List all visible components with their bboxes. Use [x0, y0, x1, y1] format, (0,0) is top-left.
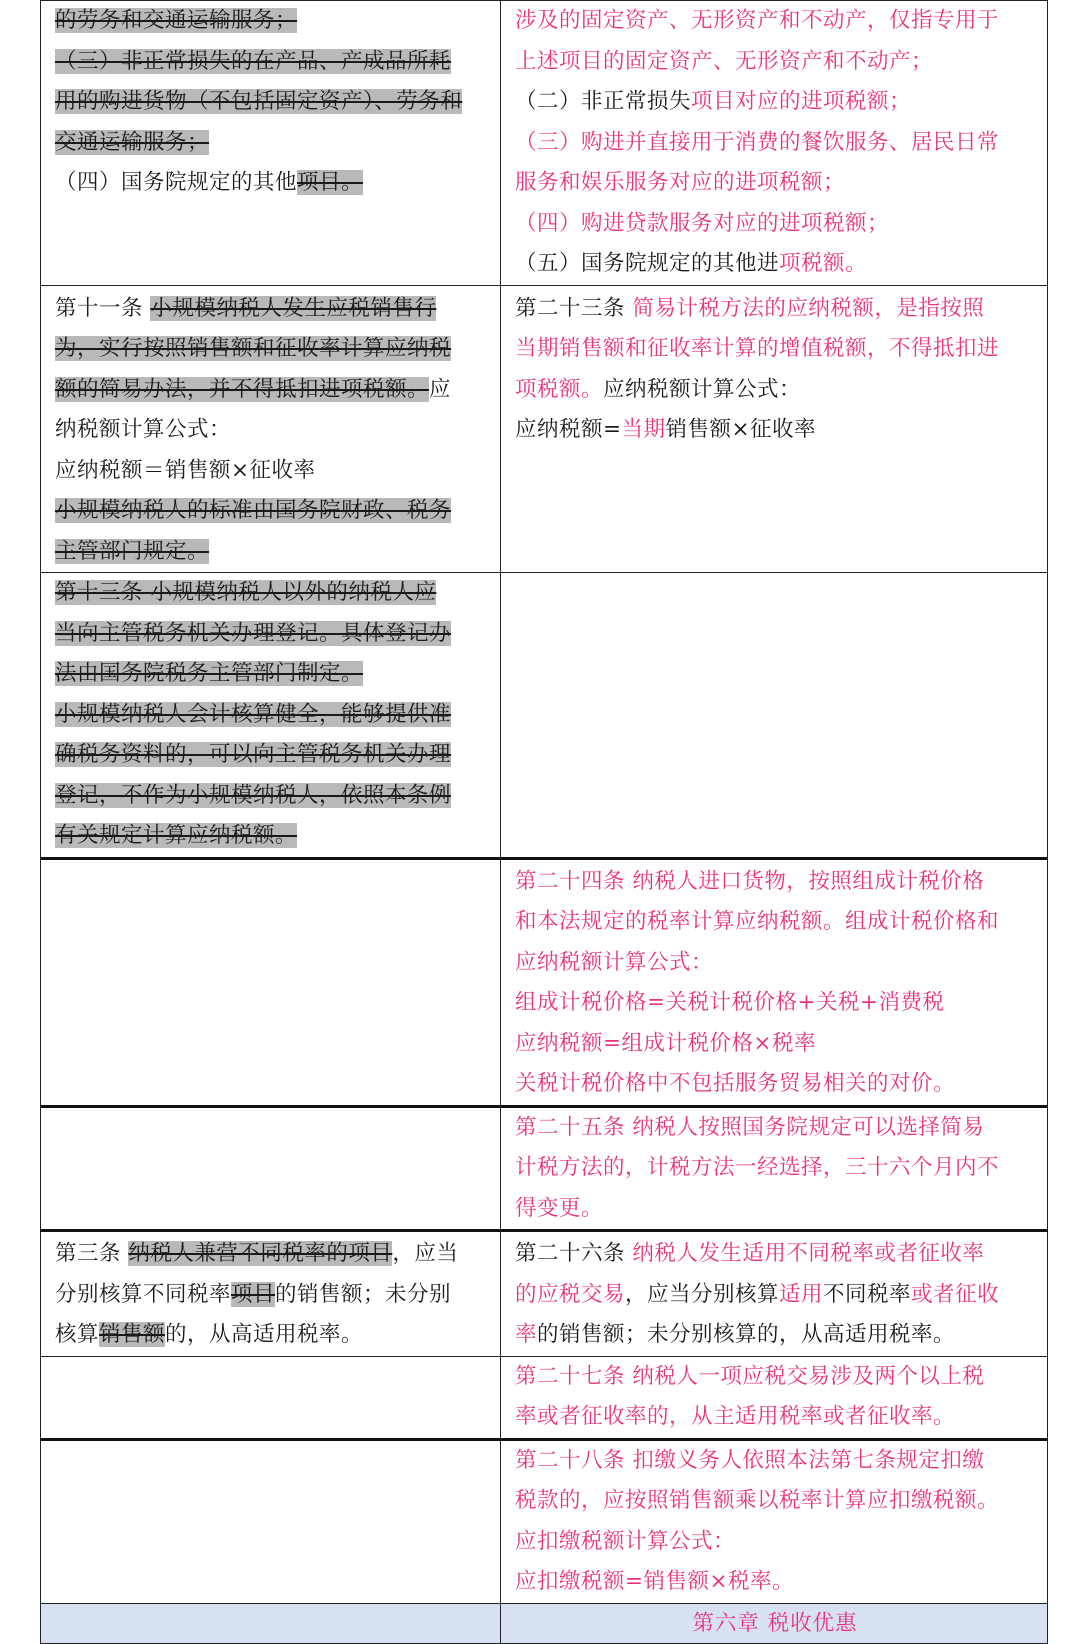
text-line	[55, 1275, 488, 1316]
text-line	[55, 1234, 488, 1275]
table-row	[41, 285, 1048, 573]
new-text-cell	[501, 1, 1048, 286]
added-text: 适用	[779, 1281, 824, 1307]
text-line	[515, 204, 1035, 245]
text-line	[515, 1522, 1035, 1563]
unchanged-text: （四）国务院规定的其他	[55, 170, 298, 195]
added-text: 项税额。	[779, 251, 868, 276]
added-text: 关税计税价格中不包括服务贸易相关的对价。	[515, 1071, 956, 1096]
text-line	[515, 123, 1035, 164]
added-text: 涉及的固定资产、无形资产和不动产，仅指专用于	[515, 8, 1000, 33]
deleted-text: 项目	[231, 1281, 276, 1307]
text-line	[515, 1108, 1035, 1149]
chapter-heading-cell	[501, 1603, 1048, 1643]
text-line	[55, 42, 488, 83]
added-text: 计税方法的，计税方法一经选择，三十六个月内不	[515, 1155, 1000, 1180]
unchanged-text: 的，从高适用税率。	[165, 1322, 364, 1347]
table-row	[41, 1356, 1048, 1439]
text-line	[515, 1315, 1035, 1356]
unchanged-text: 纳税额计算公式：	[55, 417, 232, 442]
deleted-text: 交通运输服务；	[55, 129, 210, 155]
unchanged-text: 核算	[55, 1322, 100, 1347]
text-line	[515, 329, 1035, 370]
added-text: （四）购进贷款服务对应的进项税额；	[515, 210, 890, 236]
deleted-text: 销售额	[99, 1322, 166, 1347]
text-line	[515, 1234, 1035, 1275]
text-line	[515, 163, 1035, 204]
comparison-table-body	[41, 1, 1048, 1644]
text-line	[55, 123, 488, 164]
unchanged-text: 第二十六条	[515, 1241, 633, 1266]
added-text: 第二十八条 扣缴义务人依照本法第七条规定扣缴	[515, 1447, 985, 1473]
text-line	[55, 451, 488, 492]
new-text-cell	[501, 858, 1048, 1106]
added-text: 项税额。	[515, 376, 604, 402]
added-text: 得变更。	[515, 1195, 604, 1221]
text-line	[515, 1481, 1035, 1522]
deleted-text: 用的购进货物（不包括固定资产）、劳务和	[55, 89, 463, 114]
new-text-cell	[501, 1356, 1048, 1439]
unchanged-text: 应纳税额计算公式：	[603, 376, 802, 402]
old-text-cell	[41, 1106, 501, 1231]
added-text: 第二十五条 纳税人按照国务院规定可以选择简易	[515, 1114, 985, 1140]
comparison-table	[40, 0, 1048, 1644]
text-line	[55, 614, 488, 655]
text-line	[55, 776, 488, 817]
text-line	[515, 82, 1035, 123]
added-text: 当期	[621, 417, 666, 442]
unchanged-text: （二）非正常损失	[515, 89, 692, 114]
table-row	[41, 1, 1048, 286]
chapter-title: 第六章 税收优惠	[692, 1610, 858, 1636]
deleted-text: （三）非正常损失的在产品、产成品所耗	[55, 48, 452, 74]
old-text-cell	[41, 573, 501, 859]
text-line	[55, 735, 488, 776]
old-text-cell	[41, 1356, 501, 1439]
new-text-cell	[501, 1106, 1048, 1231]
added-text: 应纳税额计算公式：	[515, 949, 714, 975]
deleted-text: 项目。	[297, 170, 364, 195]
chapter-heading-left-cell	[41, 1603, 501, 1643]
text-line	[515, 1064, 1035, 1105]
new-text-cell	[501, 1439, 1048, 1603]
added-text: 税款的，应按照销售额乘以税率计算应扣缴税额。	[515, 1488, 1000, 1513]
text-line	[515, 1397, 1035, 1438]
deleted-text: 的劳务和交通运输服务；	[55, 8, 298, 33]
unchanged-text: 不同税率	[823, 1281, 912, 1307]
added-text: 或者征收	[911, 1281, 1000, 1307]
unchanged-text: （五）国务院规定的其他进	[515, 251, 780, 276]
text-line	[55, 816, 488, 857]
unchanged-text: 第十一条	[55, 295, 151, 321]
table-row	[41, 858, 1048, 1106]
text-line	[515, 1275, 1035, 1316]
text-line	[515, 1024, 1035, 1065]
added-text: 项目对应的进项税额；	[691, 89, 912, 114]
text-line	[55, 329, 488, 370]
text-line	[515, 1441, 1035, 1482]
deleted-text: 当向主管税务机关办理登记。具体登记办	[55, 620, 452, 646]
text-line	[515, 1, 1035, 42]
deleted-text: 为，实行按照销售额和征收率计算应纳税	[55, 336, 452, 361]
deleted-text: 小规模纳税人会计核算健全，能够提供准	[55, 701, 452, 727]
unchanged-text: 销售额×征收率	[665, 417, 817, 442]
unchanged-text: 应纳税额=	[515, 417, 622, 442]
text-line	[515, 1562, 1035, 1603]
text-line	[515, 943, 1035, 984]
added-text: 应扣缴税额计算公式：	[515, 1528, 736, 1554]
unchanged-text: ，应当分别核算	[625, 1281, 780, 1307]
text-line	[55, 370, 488, 411]
text-line	[515, 244, 1035, 285]
added-text: 率或者征收率的，从主适用税率或者征收率。	[515, 1404, 956, 1429]
old-text-cell	[41, 1439, 501, 1603]
text-line	[55, 1315, 488, 1356]
text-line	[515, 862, 1035, 903]
deleted-text: 法由国务院税务主管部门制定。	[55, 661, 364, 686]
text-line	[55, 163, 488, 204]
table-row	[41, 1106, 1048, 1231]
text-line	[515, 370, 1035, 411]
old-text-cell	[41, 1231, 501, 1357]
unchanged-text: 分别核算不同税率	[55, 1281, 232, 1307]
added-text: 应纳税额=组成计税价格×税率	[515, 1030, 817, 1056]
text-line	[515, 410, 1035, 451]
added-text: （三）购进并直接用于消费的餐饮服务、居民日常	[515, 129, 1000, 155]
old-text-cell	[41, 858, 501, 1106]
added-text: 第二十四条 纳税人进口货物，按照组成计税价格	[515, 868, 985, 894]
text-line	[55, 695, 488, 736]
unchanged-text: ，应当	[392, 1241, 459, 1266]
deleted-text: 有关规定计算应纳税额。	[55, 823, 298, 848]
old-text-cell	[41, 1, 501, 286]
unchanged-text: 应纳税额＝销售额×征收率	[55, 457, 316, 483]
added-text: 上述项目的固定资产、无形资产和不动产；	[515, 48, 934, 74]
table-row	[41, 1439, 1048, 1603]
added-text: 当期销售额和征收率计算的增值税额，不得抵扣进	[515, 336, 1000, 361]
text-line	[515, 902, 1035, 943]
new-text-cell	[501, 285, 1048, 573]
deleted-text: 第十三条 小规模纳税人以外的纳税人应	[55, 580, 437, 605]
added-text: 组成计税价格=关税计税价格+关税+消费税	[515, 990, 945, 1015]
text-line	[55, 82, 488, 123]
unchanged-text: 第二十三条	[515, 295, 633, 321]
unchanged-text: 的销售额；未分别核算的，从高适用税率。	[537, 1322, 956, 1347]
unchanged-text: 应	[429, 376, 452, 402]
added-text: 率	[515, 1322, 538, 1347]
text-line	[515, 1189, 1035, 1230]
added-text: 简易计税方法的应纳税额，是指按照	[632, 295, 985, 321]
new-text-cell	[501, 1231, 1048, 1357]
deleted-text: 小规模纳税人发生应税销售行	[150, 295, 437, 321]
text-line	[55, 1, 488, 42]
added-text: 第二十七条 纳税人一项应税交易涉及两个以上税	[515, 1363, 985, 1389]
added-text: 服务和娱乐服务对应的进项税额；	[515, 170, 846, 195]
text-line	[55, 289, 488, 330]
deleted-text: 主管部门规定。	[55, 538, 210, 564]
text-line	[55, 410, 488, 451]
added-text: 应扣缴税额=销售额×税率。	[515, 1569, 795, 1594]
added-text: 的应税交易	[515, 1281, 626, 1307]
deleted-text: 额的简易办法，并不得抵扣进项税额。	[55, 376, 430, 402]
text-line	[515, 1148, 1035, 1189]
chapter-heading-row	[41, 1603, 1048, 1643]
deleted-text: 小规模纳税人的标准由国务院财政、税务	[55, 498, 452, 523]
old-text-cell	[41, 285, 501, 573]
text-line	[515, 289, 1035, 330]
deleted-text: 确税务资料的，可以向主管税务机关办理	[55, 742, 452, 767]
text-line	[515, 42, 1035, 83]
text-line	[515, 983, 1035, 1024]
text-line	[515, 1357, 1035, 1398]
added-text: 和本法规定的税率计算应纳税额。组成计税价格和	[515, 909, 1000, 934]
table-row	[41, 1231, 1048, 1357]
text-line	[55, 491, 488, 532]
text-line	[55, 532, 488, 573]
deleted-text: 纳税人兼营不同税率的项目	[128, 1241, 393, 1266]
deleted-text: 登记，不作为小规模纳税人，依照本条例	[55, 782, 452, 808]
unchanged-text: 第三条	[55, 1241, 129, 1266]
text-line	[55, 573, 488, 614]
unchanged-text: 的销售额；未分别	[275, 1281, 452, 1307]
new-text-cell	[501, 573, 1048, 859]
text-line	[55, 654, 488, 695]
added-text: 纳税人发生适用不同税率或者征收率	[632, 1241, 985, 1266]
table-row	[41, 573, 1048, 859]
